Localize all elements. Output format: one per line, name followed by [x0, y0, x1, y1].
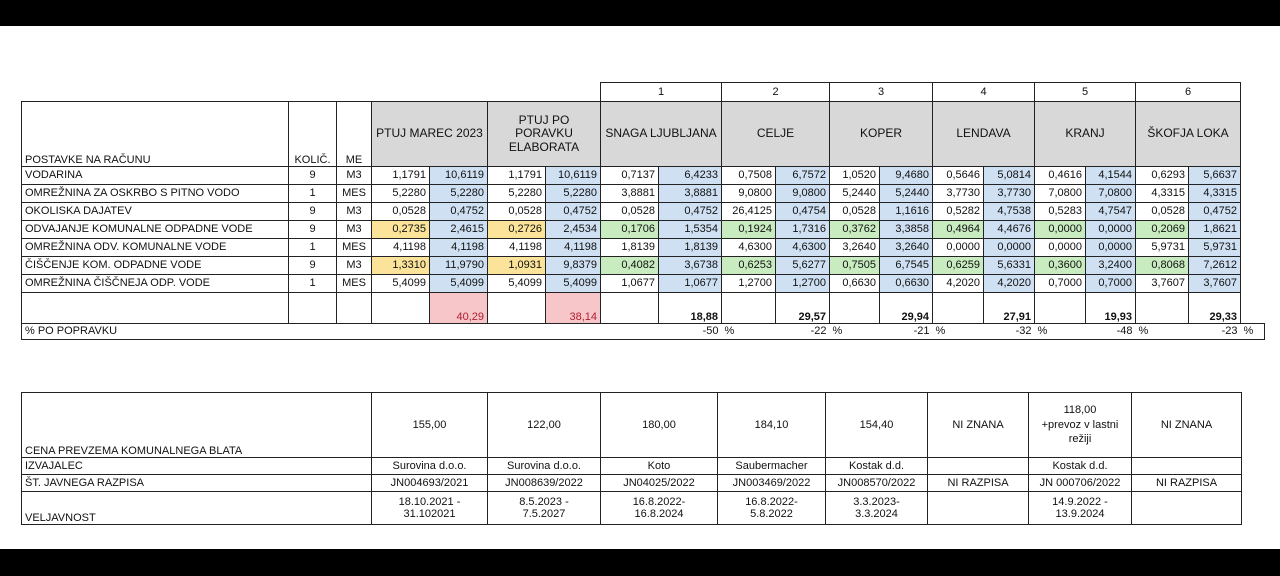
row-me: M3: [337, 203, 372, 221]
value-cell: 4,7538: [984, 203, 1035, 221]
value-cell: 0,8068: [1136, 257, 1189, 275]
row-label: ČIŠČENJE KOM. ODPADNE VODE: [22, 257, 289, 275]
razpis-cell: JN 000706/2022: [1029, 475, 1132, 492]
row-label: OMREŽNINA ODV. KOMUNALNE VODE: [22, 239, 289, 257]
value-cell: 3,3858: [880, 221, 933, 239]
value-cell: 0,7508: [722, 167, 776, 185]
value-cell: 4,1198: [430, 239, 488, 257]
row-label: OKOLISKA DAJATEV: [22, 203, 289, 221]
value-cell: 7,0800: [1086, 185, 1136, 203]
header-koper: KOPER: [830, 102, 933, 167]
value-cell: 5,9731: [1189, 239, 1241, 257]
value-cell: 3,7607: [1189, 275, 1241, 293]
row-me: MES: [337, 275, 372, 293]
value-cell: 0,0000: [1086, 221, 1136, 239]
value-cell: 5,2280: [430, 185, 488, 203]
value-cell: 10,6119: [430, 167, 488, 185]
value-cell: 1,1791: [372, 167, 430, 185]
value-cell: 1,0520: [830, 167, 880, 185]
cost-comparison-table: [21, 82, 1265, 340]
cena-cell: NI ZNANA: [1132, 393, 1242, 458]
value-cell: 4,2020: [984, 275, 1035, 293]
total-cell: 38,14: [546, 293, 601, 324]
total-cell: 29,94: [880, 293, 933, 324]
razpis-row: [22, 475, 1242, 492]
izvajalec-cell: Saubermacher: [718, 458, 826, 475]
value-cell: 0,0528: [830, 203, 880, 221]
value-cell: 0,5283: [1035, 203, 1086, 221]
razpis-label: ŠT. JAVNEGA RAZPISA: [22, 475, 372, 492]
value-cell: 0,6630: [880, 275, 933, 293]
row-kolicina: 9: [289, 203, 337, 221]
razpis-cell: JN003469/2022: [718, 475, 826, 492]
value-cell: 9,0800: [776, 185, 830, 203]
row-me: M3: [337, 257, 372, 275]
value-cell: 1,2700: [722, 275, 776, 293]
table-row: [22, 239, 1265, 257]
value-cell: 6,7572: [776, 167, 830, 185]
value-cell: 0,7505: [830, 257, 880, 275]
value-cell: 1,0677: [601, 275, 659, 293]
col-number: 2: [722, 83, 830, 102]
col-number: 1: [601, 83, 722, 102]
row-me: M3: [337, 221, 372, 239]
row-label: OMREŽNINA ZA OSKRBO S PITNO VODO: [22, 185, 289, 203]
percent-unit: %: [1136, 324, 1189, 340]
cena-cell: NI ZNANA: [928, 393, 1029, 458]
percent-unit: %: [1035, 324, 1086, 340]
value-cell: 0,7000: [1035, 275, 1086, 293]
value-cell: 1,8139: [659, 239, 722, 257]
value-cell: 0,0000: [984, 239, 1035, 257]
percent-label: % PO POPRAVKU: [22, 324, 372, 340]
header-ptuj-marec: PTUJ MAREC 2023: [372, 102, 488, 167]
value-cell: 0,1924: [722, 221, 776, 239]
total-cell: 18,88: [659, 293, 722, 324]
total-cell: 27,91: [984, 293, 1035, 324]
percent-value: -50: [659, 324, 722, 340]
value-cell: 5,2440: [830, 185, 880, 203]
value-cell: 1,3310: [372, 257, 430, 275]
value-cell: 5,0814: [984, 167, 1035, 185]
column-number-row: [22, 83, 1265, 102]
value-cell: 0,4752: [546, 203, 601, 221]
veljavnost-cell: [1132, 492, 1242, 525]
cena-cell: 154,40: [826, 393, 928, 458]
value-cell: 1,1791: [488, 167, 546, 185]
value-cell: 6,4233: [659, 167, 722, 185]
col-number: 3: [830, 83, 933, 102]
percent-value: -32: [984, 324, 1035, 340]
spacer: [1241, 257, 1265, 275]
izvajalec-cell: Kostak d.d.: [826, 458, 928, 475]
value-cell: 0,6259: [933, 257, 984, 275]
value-cell: 5,2280: [546, 185, 601, 203]
header-lendava: LENDAVA: [933, 102, 1035, 167]
value-cell: 0,0528: [372, 203, 430, 221]
value-cell: 5,2440: [880, 185, 933, 203]
value-cell: 3,7730: [984, 185, 1035, 203]
header-celje: CELJE: [722, 102, 830, 167]
value-cell: 4,1198: [372, 239, 430, 257]
header-kranj: KRANJ: [1035, 102, 1136, 167]
total-cell: 19,93: [1086, 293, 1136, 324]
value-cell: 3,6738: [659, 257, 722, 275]
veljavnost-cell: [928, 492, 1029, 525]
value-cell: 3,7730: [933, 185, 984, 203]
value-cell: 5,6637: [1189, 167, 1241, 185]
razpis-cell: NI RAZPISA: [928, 475, 1029, 492]
row-kolicina: 9: [289, 167, 337, 185]
veljavnost-cell: 14.9.2022 - 13.9.2024: [1029, 492, 1132, 525]
value-cell: 10,6119: [546, 167, 601, 185]
value-cell: 0,2726: [488, 221, 546, 239]
spacer: [1241, 221, 1265, 239]
value-cell: 2,4534: [546, 221, 601, 239]
cena-row: [22, 393, 1242, 458]
value-cell: 0,3762: [830, 221, 880, 239]
razpis-cell: NI RAZPISA: [1132, 475, 1242, 492]
veljavnost-cell: 16.8.2022- 5.8.2022: [718, 492, 826, 525]
cena-cell: 180,00: [601, 393, 718, 458]
value-cell: 1,8139: [601, 239, 659, 257]
izvajalec-cell: Surovina d.o.o.: [488, 458, 601, 475]
value-cell: 11,9790: [430, 257, 488, 275]
value-cell: 1,0931: [488, 257, 546, 275]
razpis-cell: JN004693/2021: [372, 475, 488, 492]
cena-label: CENA PREVZEMA KOMUNALNEGA BLATA: [22, 393, 372, 458]
row-me: MES: [337, 239, 372, 257]
value-cell: 2,4615: [430, 221, 488, 239]
row-kolicina: 1: [289, 275, 337, 293]
value-cell: 4,7547: [1086, 203, 1136, 221]
value-cell: 3,8881: [659, 185, 722, 203]
header-skofja-loka: ŠKOFJA LOKA: [1136, 102, 1241, 167]
total-cell: 40,29: [430, 293, 488, 324]
veljavnost-row: [22, 492, 1242, 525]
cena-cell: 155,00: [372, 393, 488, 458]
izvajalec-cell: [1132, 458, 1242, 475]
value-cell: 0,0000: [1035, 221, 1086, 239]
value-cell: 1,8621: [1189, 221, 1241, 239]
value-cell: 4,3315: [1136, 185, 1189, 203]
value-cell: 5,2280: [372, 185, 430, 203]
header-kolicina: KOLIČ.: [289, 102, 337, 167]
value-cell: 4,6300: [776, 239, 830, 257]
value-cell: 0,0528: [488, 203, 546, 221]
value-cell: 0,0000: [1086, 239, 1136, 257]
totals-row: [22, 293, 1265, 324]
row-label: VODARINA: [22, 167, 289, 185]
value-cell: 9,8379: [546, 257, 601, 275]
izvajalec-cell: Koto: [601, 458, 718, 475]
value-cell: 0,7137: [601, 167, 659, 185]
percent-unit: %: [830, 324, 880, 340]
value-cell: 0,0528: [601, 203, 659, 221]
value-cell: 6,7545: [880, 257, 933, 275]
spacer: [1241, 167, 1265, 185]
value-cell: 26,4125: [722, 203, 776, 221]
razpis-cell: JN04025/2022: [601, 475, 718, 492]
header-postavke: POSTAVKE NA RAČUNU: [22, 102, 289, 167]
row-kolicina: 1: [289, 239, 337, 257]
value-cell: 4,3315: [1189, 185, 1241, 203]
value-cell: 1,5354: [659, 221, 722, 239]
value-cell: 4,2020: [933, 275, 984, 293]
percent-value: -48: [1086, 324, 1136, 340]
value-cell: 4,1198: [546, 239, 601, 257]
veljavnost-cell: 16.8.2022- 16.8.2024: [601, 492, 718, 525]
percent-row: [22, 324, 1265, 340]
row-label: OMREŽNINA ČIŠČNEJA ODP. VODE: [22, 275, 289, 293]
value-cell: 0,0000: [933, 239, 984, 257]
value-cell: 4,1198: [488, 239, 546, 257]
value-cell: 7,2612: [1189, 257, 1241, 275]
header-row: [22, 102, 1265, 167]
spreadsheet-sheet: [0, 26, 1280, 549]
value-cell: 3,2640: [880, 239, 933, 257]
value-cell: 5,4099: [372, 275, 430, 293]
value-cell: 0,0000: [1035, 239, 1086, 257]
value-cell: 9,4680: [880, 167, 933, 185]
value-cell: 5,9731: [1136, 239, 1189, 257]
col-number: 6: [1136, 83, 1241, 102]
value-cell: 0,4754: [776, 203, 830, 221]
izvajalec-row: [22, 458, 1242, 475]
col-number: 5: [1035, 83, 1136, 102]
row-kolicina: 1: [289, 185, 337, 203]
razpis-cell: JN008570/2022: [826, 475, 928, 492]
table-row: [22, 167, 1265, 185]
row-label: ODVAJANJE KOMUNALNE ODPADNE VODE: [22, 221, 289, 239]
veljavnost-cell: 8.5.2023 - 7.5.2027: [488, 492, 601, 525]
value-cell: 0,4752: [659, 203, 722, 221]
percent-unit: %: [722, 324, 776, 340]
value-cell: 1,0677: [659, 275, 722, 293]
value-cell: 5,4099: [488, 275, 546, 293]
value-cell: 0,2735: [372, 221, 430, 239]
value-cell: 3,2400: [1086, 257, 1136, 275]
value-cell: 4,1544: [1086, 167, 1136, 185]
value-cell: 1,1616: [880, 203, 933, 221]
value-cell: 0,0528: [1136, 203, 1189, 221]
row-me: M3: [337, 167, 372, 185]
veljavnost-label: VELJAVNOST: [22, 492, 372, 525]
row-kolicina: 9: [289, 257, 337, 275]
row-me: MES: [337, 185, 372, 203]
value-cell: 5,4099: [430, 275, 488, 293]
table-row: [22, 203, 1265, 221]
header-ptuj-po-poravku: PTUJ PO PORAVKU ELABORATA: [488, 102, 601, 167]
value-cell: 5,6277: [776, 257, 830, 275]
value-cell: 0,2069: [1136, 221, 1189, 239]
value-cell: 7,0800: [1035, 185, 1086, 203]
value-cell: 0,3600: [1035, 257, 1086, 275]
izvajalec-cell: [928, 458, 1029, 475]
header-snaga-ljubljana: SNAGA LJUBLJANA: [601, 102, 722, 167]
value-cell: 0,6293: [1136, 167, 1189, 185]
cena-cell: 122,00: [488, 393, 601, 458]
izvajalec-cell: Surovina d.o.o.: [372, 458, 488, 475]
razpis-cell: JN008639/2022: [488, 475, 601, 492]
izvajalec-label: IZVAJALEC: [22, 458, 372, 475]
value-cell: 0,6630: [830, 275, 880, 293]
row-kolicina: 9: [289, 221, 337, 239]
value-cell: 0,5282: [933, 203, 984, 221]
value-cell: 0,4082: [601, 257, 659, 275]
value-cell: 4,6300: [722, 239, 776, 257]
value-cell: 3,2640: [830, 239, 880, 257]
value-cell: 3,8881: [601, 185, 659, 203]
percent-value: -21: [880, 324, 933, 340]
spacer: [1241, 203, 1265, 221]
value-cell: 0,7000: [1086, 275, 1136, 293]
percent-unit: %: [1241, 324, 1265, 340]
veljavnost-cell: 3.3.2023- 3.3.2024: [826, 492, 928, 525]
total-cell: 29,33: [1189, 293, 1241, 324]
value-cell: 0,5646: [933, 167, 984, 185]
cena-cell: 118,00 +prevoz v lastni režiji: [1029, 393, 1132, 458]
percent-value: -23: [1189, 324, 1241, 340]
veljavnost-cell: 18.10.2021 - 31.102021: [372, 492, 488, 525]
value-cell: 0,6253: [722, 257, 776, 275]
value-cell: 5,4099: [546, 275, 601, 293]
percent-value: -22: [776, 324, 830, 340]
percent-unit: %: [933, 324, 984, 340]
table-row: [22, 185, 1265, 203]
value-cell: 0,1706: [601, 221, 659, 239]
izvajalec-cell: Kostak d.d.: [1029, 458, 1132, 475]
value-cell: 9,0800: [722, 185, 776, 203]
value-cell: 1,2700: [776, 275, 830, 293]
spacer: [1241, 185, 1265, 203]
value-cell: 0,4964: [933, 221, 984, 239]
value-cell: 3,7607: [1136, 275, 1189, 293]
value-cell: 1,7316: [776, 221, 830, 239]
value-cell: 5,6331: [984, 257, 1035, 275]
value-cell: 5,2280: [488, 185, 546, 203]
spacer: [1241, 275, 1265, 293]
value-cell: 0,4616: [1035, 167, 1086, 185]
cena-cell: 184,10: [718, 393, 826, 458]
value-cell: 0,4752: [430, 203, 488, 221]
header-me: ME: [337, 102, 372, 167]
table-row: [22, 257, 1265, 275]
spacer: [1241, 239, 1265, 257]
sludge-price-table: [21, 392, 1242, 525]
table-row: [22, 221, 1265, 239]
table-row: [22, 275, 1265, 293]
col-number: 4: [933, 83, 1035, 102]
value-cell: 0,4752: [1189, 203, 1241, 221]
total-cell: 29,57: [776, 293, 830, 324]
value-cell: 4,4676: [984, 221, 1035, 239]
